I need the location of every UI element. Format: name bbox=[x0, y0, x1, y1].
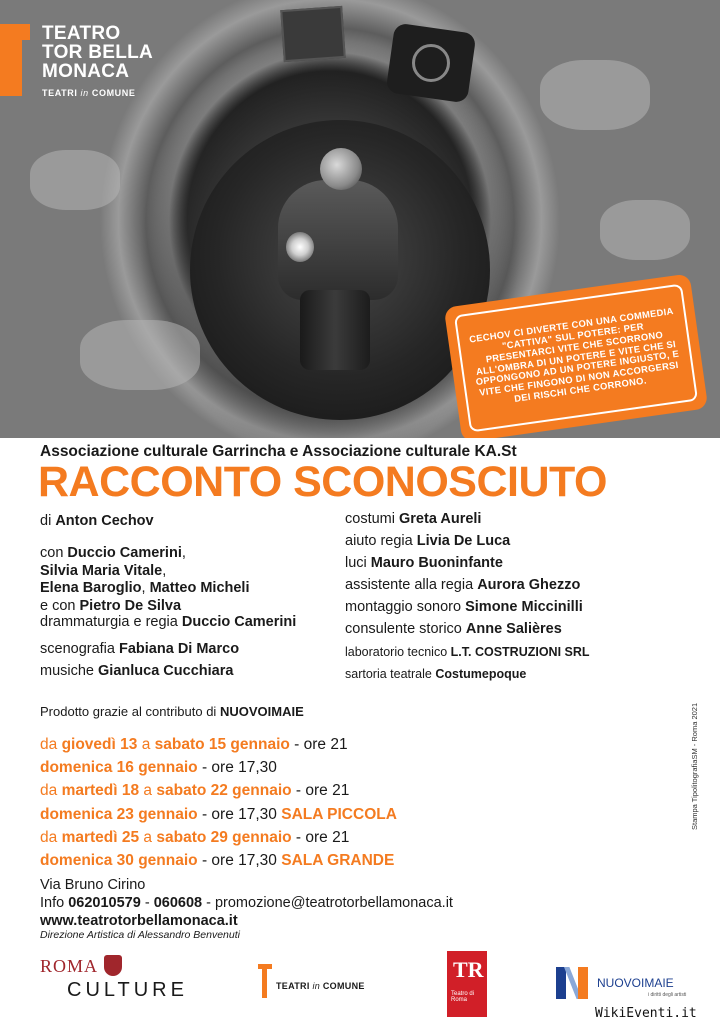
email-link[interactable]: - promozione@teatrotorbellamonaca.it bbox=[206, 895, 453, 911]
schedule-row bbox=[40, 803, 397, 826]
schedule bbox=[40, 733, 397, 872]
rubble-stone bbox=[540, 60, 650, 130]
logo-subtitle: TEATRI in COMUNE bbox=[42, 88, 136, 98]
schedule-d2: sabato 29 gennaio bbox=[156, 828, 292, 846]
schedule-time: - ore 21 bbox=[294, 736, 348, 753]
schedule-time: - ore 21 bbox=[295, 828, 350, 846]
schedule-from: da bbox=[40, 828, 58, 846]
box-prop bbox=[280, 6, 345, 62]
schedule-d2: sabato 22 gennaio bbox=[156, 782, 292, 800]
schedule-row bbox=[40, 826, 397, 849]
phone-link[interactable]: 060608 bbox=[153, 895, 203, 911]
printer-credit: Stampa TipolitografiaSM - Roma 2021 bbox=[690, 702, 699, 830]
artistic-direction: Direzione Artistica di Alessandro Benvenuti bbox=[40, 929, 240, 941]
logo-line-2: TOR BELLA bbox=[42, 42, 154, 63]
credit-scenography: scenografia Fabiana Di Marco bbox=[40, 641, 240, 657]
roma-crest-icon bbox=[104, 955, 122, 976]
info-line: Info 062010579 - 060608 - promozione@teatrotorbellamonaca.it bbox=[40, 895, 453, 911]
credit-assistant: assistente alla regia Aurora Ghezzo bbox=[345, 577, 581, 593]
credit-assistant-director: aiuto regia Livia De Luca bbox=[345, 533, 511, 549]
schedule-time: - ore 17,30 bbox=[201, 852, 277, 870]
show-title: RACCONTO SCONOSCIUTO bbox=[38, 458, 607, 506]
producing-associations: Associazione culturale Garrincha e Associazione culturale KA.St bbox=[40, 443, 517, 460]
schedule-room: SALA PICCOLA bbox=[281, 805, 397, 823]
teatro-di-roma-text: Teatro di Roma bbox=[451, 991, 475, 1003]
schedule-from: da bbox=[40, 736, 58, 753]
rubble-stone bbox=[80, 320, 200, 390]
teatri-in-comune-logo-text: TEATRI in COMUNE bbox=[276, 981, 365, 991]
actor-legs bbox=[300, 290, 370, 370]
schedule-from: da bbox=[40, 782, 58, 800]
schedule-d1: martedì 18 bbox=[61, 782, 140, 800]
telephone-dial bbox=[412, 44, 450, 82]
rubble-stone bbox=[600, 200, 690, 260]
schedule-row bbox=[40, 779, 397, 802]
credit-costumes: costumi Greta Aureli bbox=[345, 511, 482, 527]
schedule-d1: domenica 30 gennaio bbox=[40, 852, 198, 870]
actor-head bbox=[320, 148, 362, 190]
schedule-d1: domenica 23 gennaio bbox=[40, 805, 198, 823]
teatri-in-comune-logo-icon bbox=[258, 964, 272, 998]
contacts bbox=[40, 876, 453, 930]
logo-line-1: TEATRO bbox=[42, 23, 121, 44]
website-link[interactable]: www.teatrotorbellamonaca.it bbox=[40, 913, 238, 929]
schedule-row bbox=[40, 733, 397, 756]
credit-cast: con Duccio Camerini, Silvia Maria Vitale, Elena Baroglio, Matteo Micheli e con Pietro De Silva bbox=[40, 545, 250, 614]
credit-music: musiche Gianluca Cucchiara bbox=[40, 663, 234, 679]
credit-lab: laboratorio tecnico L.T. COSTRUZIONI SRL bbox=[345, 645, 590, 659]
credit-direction: drammaturgia e regia Duccio Camerini bbox=[40, 614, 297, 630]
schedule-row bbox=[40, 756, 397, 779]
credit-tailor: sartoria teatrale Costumepoque bbox=[345, 667, 527, 681]
phone-link[interactable]: 062010579 bbox=[68, 895, 141, 911]
address: Via Bruno Cirino bbox=[40, 877, 146, 893]
nuovoimaie-logo-text: NUOVOIMAIE bbox=[597, 976, 674, 990]
credit-history: consulente storico Anne Salières bbox=[345, 621, 562, 637]
rubble-stone bbox=[30, 150, 120, 210]
schedule-time: - ore 17,30 bbox=[201, 759, 277, 777]
schedule-d1: martedì 25 bbox=[61, 828, 140, 846]
schedule-time: - ore 17,30 bbox=[201, 805, 277, 823]
schedule-to: a bbox=[143, 828, 153, 846]
watermark: WikiEventi.it bbox=[592, 1005, 700, 1022]
schedule-time: - ore 21 bbox=[295, 782, 350, 800]
schedule-to: a bbox=[141, 736, 151, 753]
schedule-d1: domenica 16 gennaio bbox=[40, 759, 198, 777]
schedule-row bbox=[40, 849, 397, 872]
culture-logo-text: CULTURE bbox=[67, 979, 188, 1001]
schedule-d1: giovedì 13 bbox=[61, 736, 138, 753]
theatre-logo-mark-top bbox=[0, 24, 30, 40]
credit-sound: montaggio sonoro Simone Miccinilli bbox=[345, 599, 583, 615]
lantern-icon bbox=[286, 232, 314, 262]
logo-line-3: MONACA bbox=[42, 61, 130, 82]
nuovoimaie-tagline: i diritti degli artisti bbox=[648, 992, 687, 998]
schedule-d2: sabato 15 gennaio bbox=[154, 736, 290, 753]
callout-text: CECHOV CI DIVERTE CON UNA COMMEDIA "CATTIVA" SUL POTERE: PER PRESENTARCI VITE CHE SCORRONO ALL'OMBRA DI UN POTERE E VITE CHE SI OPPONGONO AD UN POTERE INGIUSTO, E VITE CHE FINGONO DI NON ACCORGERSI DEI RISCHI CHE CORRONO. bbox=[468, 305, 680, 404]
credit-lights: luci Mauro Buoninfante bbox=[345, 555, 503, 571]
teatro-di-roma-mark: TR bbox=[453, 957, 484, 982]
nuovoimaie-logo-icon bbox=[556, 967, 590, 999]
roma-logo-text: ROMA bbox=[40, 956, 99, 976]
teatro-di-roma-logo bbox=[447, 951, 487, 1017]
production-note: Prodotto grazie al contributo di NUOVOIMAIE bbox=[40, 704, 304, 719]
credit-author: di Anton Cechov bbox=[40, 513, 154, 529]
schedule-to: a bbox=[143, 782, 153, 800]
hero-photo bbox=[0, 0, 720, 438]
schedule-room: SALA GRANDE bbox=[281, 852, 395, 870]
